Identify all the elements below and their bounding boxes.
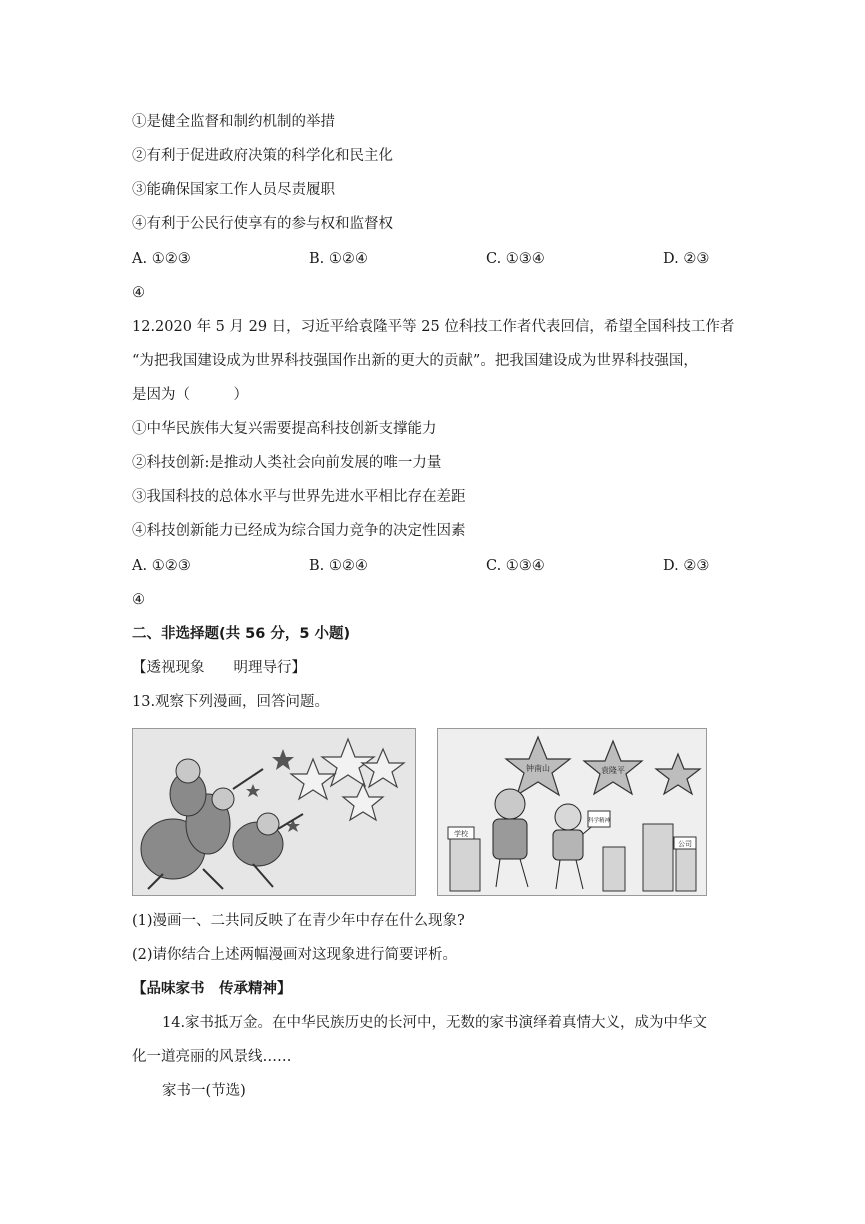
- comic2-star-label-2: 袁隆平: [601, 766, 625, 775]
- q14-line-1: 14.家书抵万金。在中华民族历史的长河中，无数的家书演绎着真情大义，成为中华文: [162, 1015, 708, 1031]
- q12-option-d: D. ②③: [663, 558, 710, 574]
- comic2-school-label: 学校: [454, 830, 468, 838]
- q12-option-b: B. ①②④: [309, 558, 368, 574]
- q14-line-3: 家书一(节选): [162, 1083, 246, 1099]
- q12-stem-line-1: 12.2020 年 5 月 29 日，习近平给袁隆平等 25 位科技工作者代表回信，希望全国科技工作者: [132, 319, 735, 335]
- q13-subquestion-2: (2)请你结合上述两幅漫画对这现象进行简要评析。: [132, 947, 458, 963]
- q11-option-b: B. ①②④: [309, 251, 368, 267]
- q13-stem: 13.观察下列漫画，回答问题。: [132, 694, 330, 710]
- q11-option-a: A. ①②③: [132, 251, 191, 267]
- q11-item-3: ③能确保国家工作人员尽责履职: [132, 182, 335, 198]
- section-title: 二、非选择题(共 56 分，5 小题): [132, 626, 351, 642]
- comic-image-2: [437, 728, 707, 896]
- q12-stem-line-3: 是因为（ ）: [132, 387, 248, 403]
- q13-subquestion-1: (1)漫画一、二共同反映了在青少年中存在什么现象?: [132, 913, 465, 929]
- q11-item-4: ④有利于公民行使享有的参与权和监督权: [132, 216, 393, 232]
- q12-item-3: ③我国科技的总体水平与世界先进水平相比存在差距: [132, 489, 466, 505]
- comic2-sign-label: 科学精神: [587, 818, 611, 824]
- q12-option-d-wrap: ④: [132, 592, 145, 608]
- q12-item-4: ④科技创新能力已经成为综合国力竞争的决定性因素: [132, 523, 466, 539]
- q12-option-c: C. ①③④: [486, 558, 545, 574]
- q11-option-d: D. ②③: [663, 251, 710, 267]
- comic2-star-label-1: 钟南山: [526, 764, 550, 773]
- q11-item-1: ①是健全监督和制约机制的举措: [132, 114, 335, 130]
- q11-option-d-wrap: ④: [132, 285, 145, 301]
- q12-option-a: A. ①②③: [132, 558, 191, 574]
- comic2-company-label: 公司: [678, 840, 692, 848]
- subsection-heading-2: 【品味家书 传承精神】: [132, 981, 292, 997]
- subsection-heading-1: 【透视现象 明理导行】: [132, 660, 306, 676]
- q14-line-2: 化一道亮丽的风景线……: [132, 1049, 292, 1065]
- q12-stem-line-2: “为把我国建设成为世界科技强国作出新的更大的贡献”。把我国建设成为世界科技强国，: [132, 353, 698, 369]
- q11-item-2: ②有利于促进政府决策的科学化和民主化: [132, 148, 393, 164]
- q12-item-2: ②科技创新:是推动人类社会向前发展的唯一力量: [132, 455, 442, 471]
- q11-option-c: C. ①③④: [486, 251, 545, 267]
- q12-item-1: ①中华民族伟大复兴需要提高科技创新支撑能力: [132, 421, 437, 437]
- comic-image-1: [132, 728, 416, 896]
